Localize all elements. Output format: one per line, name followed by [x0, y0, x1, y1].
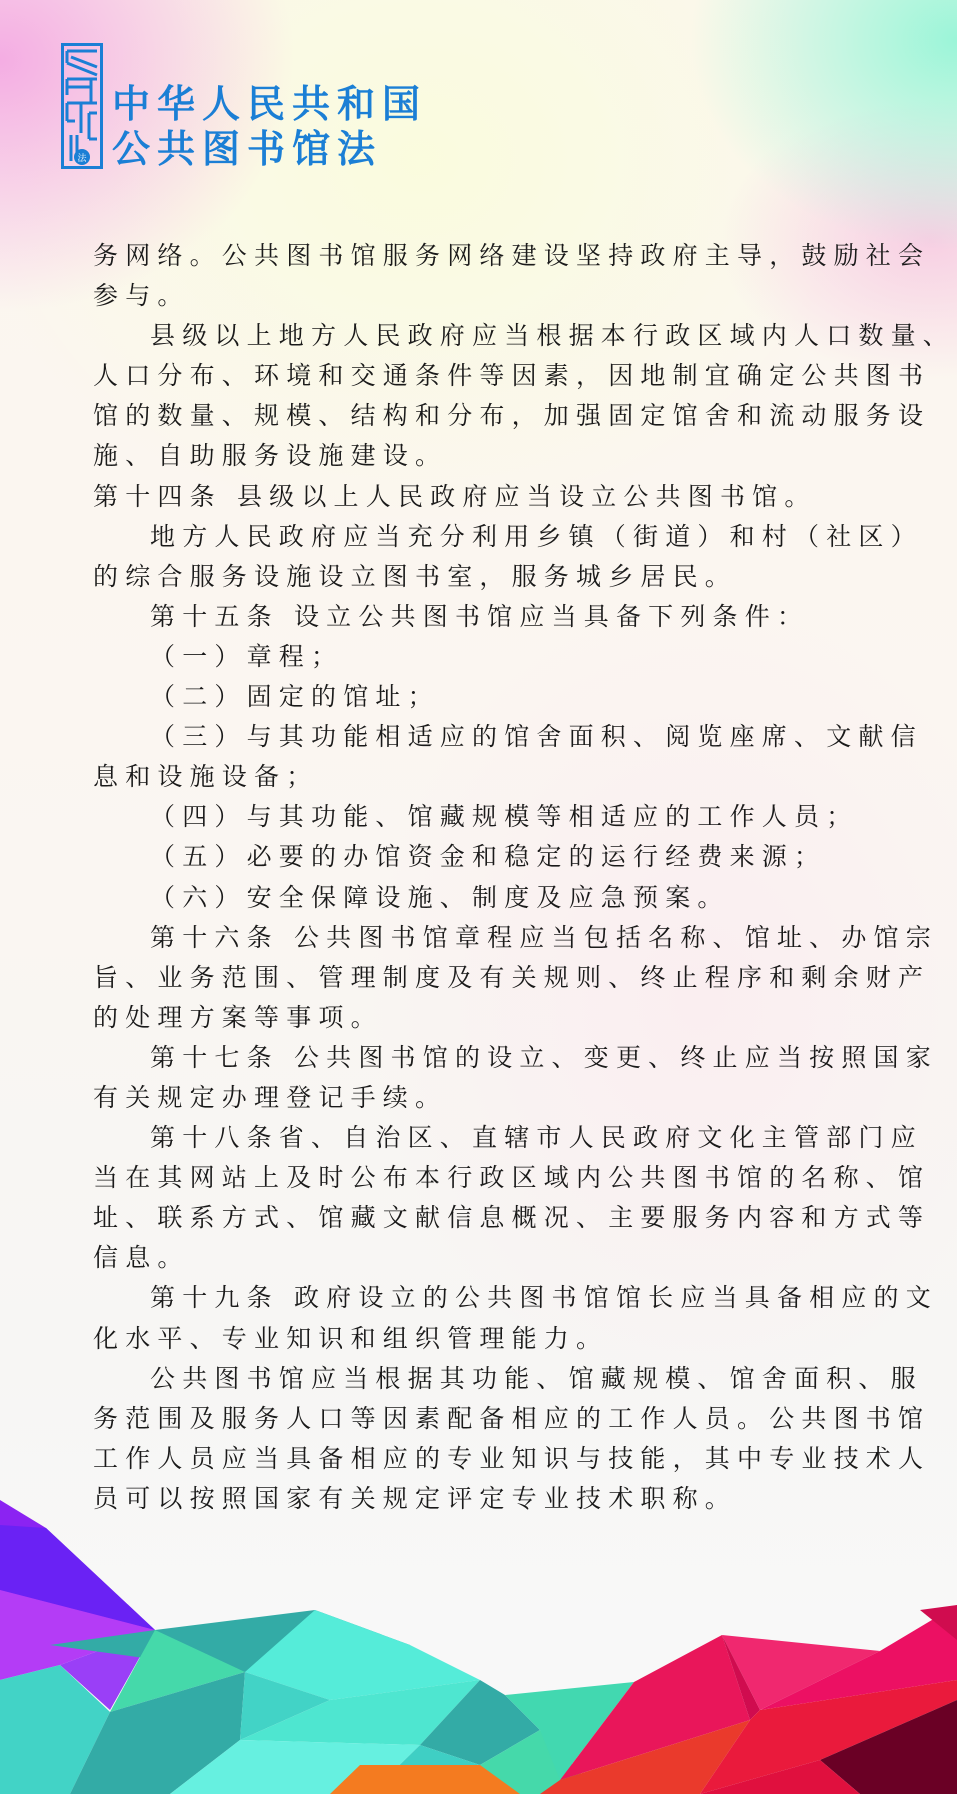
text-line: （四）与其功能、馆藏规模等相适应的工作人员； [150, 802, 859, 832]
text-line: （三）与其功能相适应的馆舍面积、阅览座席、文献信 [150, 722, 923, 752]
title-line-2: 公共图书馆法 [112, 127, 383, 171]
text-line: 的处理方案等事项。 [93, 1002, 383, 1032]
svg-text:法: 法 [77, 154, 87, 164]
text-line: 化水平、专业知识和组织管理能力。 [93, 1323, 609, 1353]
text-line: 第十四条 县级以上人民政府应当设立公共图书馆。 [93, 481, 817, 511]
text-line: （五）必要的办馆资金和稳定的运行经费来源； [150, 842, 827, 872]
text-line: 施、自助服务设施建设。 [93, 441, 448, 471]
text-line: 当在其网站上及时公布本行政区域内公共图书馆的名称、馆 [93, 1163, 931, 1193]
text-line: 人口分布、环境和交通条件等因素，因地制宜确定公共图书 [93, 361, 931, 391]
text-line: 有关规定办理登记手续。 [93, 1082, 448, 1112]
text-line: 务网络。公共图书馆服务网络建设坚持政府主导，鼓励社会 [93, 241, 931, 270]
text-line: （二）固定的馆址； [150, 682, 440, 712]
decorative-polygon-background [0, 1480, 957, 1794]
title-line-1: 中华人民共和国 [112, 82, 428, 126]
library-logo-icon [61, 43, 103, 169]
text-line: 第十六条 公共图书馆章程应当包括名称、馆址、办馆宗 [150, 922, 938, 952]
text-line: 第十九条 政府设立的公共图书馆馆长应当具备相应的文 [150, 1283, 938, 1313]
text-line: 县级以上地方人民政府应当根据本行政区域内人口数量、 [150, 321, 956, 351]
text-line: 馆的数量、规模、结构和分布，加强固定馆舍和流动服务设 [93, 401, 931, 431]
text-line: 工作人员应当具备相应的专业知识与技能，其中专业技术人 [93, 1443, 931, 1473]
text-line: 员可以按照国家有关规定评定专业技术职称。 [93, 1483, 738, 1513]
text-line: 旨、业务范围、管理制度及有关规则、终止程序和剩余财产 [93, 962, 931, 992]
text-line: 第十七条 公共图书馆的设立、变更、终止应当按照国家 [150, 1042, 938, 1072]
text-line: 参与。 [93, 281, 190, 311]
law-text-body [93, 236, 956, 1519]
text-line: 第十五条 设立公共图书馆应当具备下列条件： [150, 601, 810, 631]
header [0, 0, 957, 200]
text-line: 址、联系方式、馆藏文献信息概况、主要服务内容和方式等 [93, 1203, 931, 1233]
page-title [112, 82, 427, 172]
text-line: 息和设施设备； [93, 762, 319, 792]
text-line: 地方人民政府应当充分利用乡镇（街道）和村（社区） [150, 521, 923, 551]
text-line: （一）章程； [150, 641, 344, 671]
text-line: 务范围及服务人口等因素配备相应的工作人员。公共图书馆 [93, 1403, 931, 1433]
text-line: 的综合服务设施设立图书室，服务城乡居民。 [93, 561, 738, 591]
text-line: 信息。 [93, 1243, 190, 1273]
text-line: 公共图书馆应当根据其功能、馆藏规模、馆舍面积、服 [150, 1363, 923, 1393]
text-line: 第十八条省、自治区、直辖市人民政府文化主管部门应 [150, 1123, 923, 1153]
text-line: （六）安全保障设施、制度及应急预案。 [150, 882, 730, 912]
